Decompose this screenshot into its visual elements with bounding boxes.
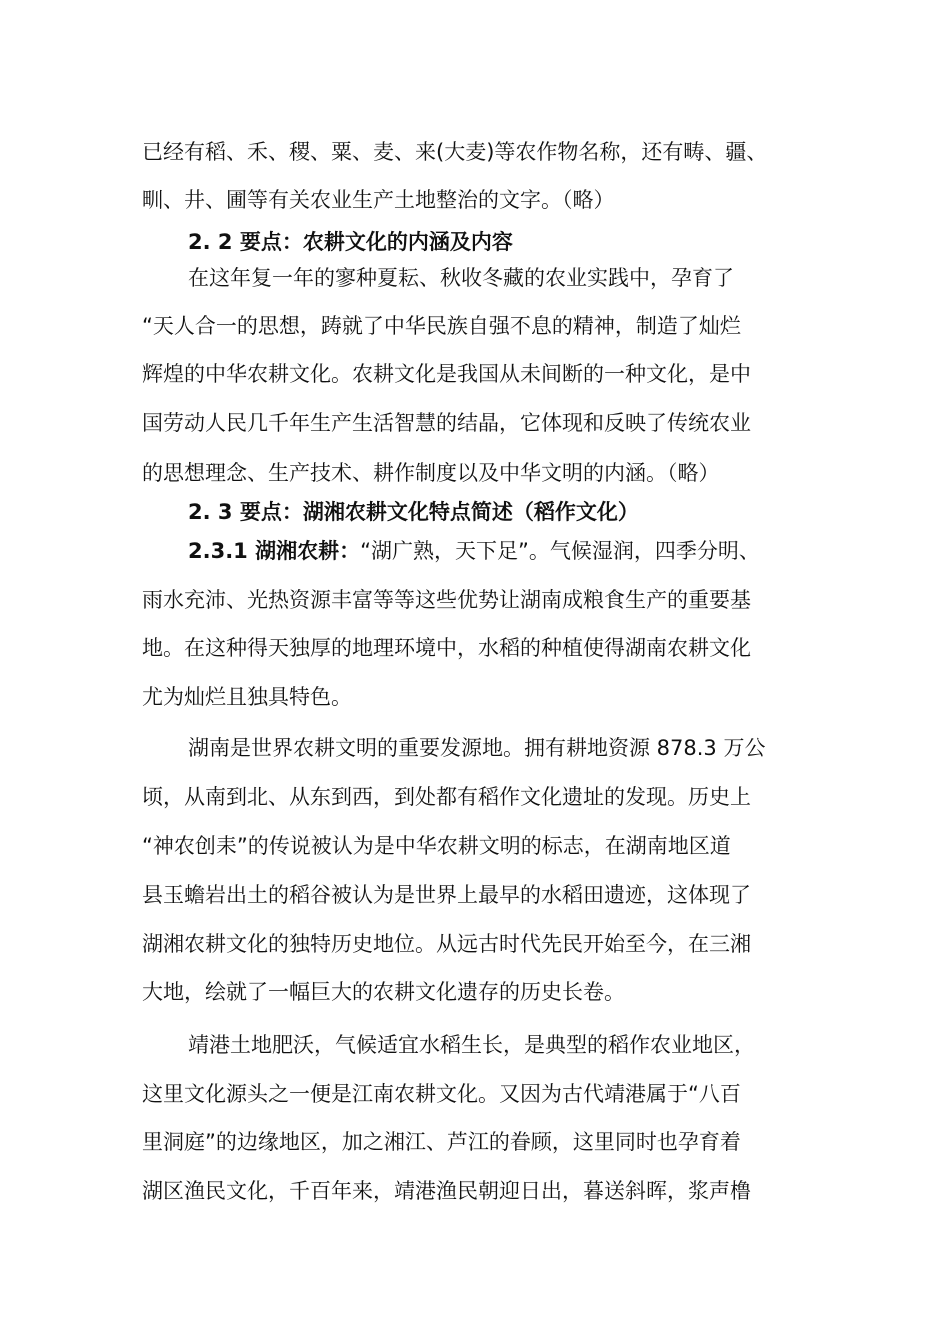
paragraph-line: 这里文化源头之一便是江南农耕文化。又因为古代靖港属于“八百 (142, 1082, 741, 1106)
subsection-line (188, 536, 760, 566)
paragraph-line: 在这年复一年的寥种夏耘、秋收冬藏的农业实践中，孕育了 (188, 266, 734, 290)
paragraph-line: 国劳动人民几千年生产生活智慧的结晶，它体现和反映了传统农业 (142, 411, 751, 435)
paragraph-line: 里洞庭”的边缘地区，加之湘江、芦江的眷顾，这里同时也孕育着 (142, 1130, 741, 1154)
paragraph-line: 湖湘农耕文化的独特历史地位。从远古时代先民开始至今，在三湘 (142, 932, 751, 956)
paragraph-line: 大地，绘就了一幅巨大的农耕文化遗存的历史长卷。 (142, 980, 625, 1004)
paragraph-line: 靖港土地肥沃，气候适宜水稻生长，是典型的稻作农业地区， (188, 1033, 755, 1057)
paragraph-line: 湖区渔民文化，千百年来，靖港渔民朝迎日出，暮送斜晖，浆声橹 (142, 1179, 751, 1203)
paragraph-line: “天人合一的思想，踌就了中华民族自强不息的精神，制造了灿烂 (142, 314, 741, 338)
paragraph-line: 甽、井、圃等有关农业生产土地整治的文字。（略） (142, 188, 615, 212)
paragraph-line: 湖南是世界农耕文明的重要发源地。拥有耕地资源 878.3 万公 (188, 736, 766, 760)
paragraph-line: 雨水充沛、光热资源丰富等等这些优势让湖南成粮食生产的重要基 (142, 588, 751, 612)
paragraph-line: 辉煌的中华农耕文化。农耕文化是我国从未间断的一种文化，是中 (142, 362, 751, 386)
paragraph-line: 的思想理念、生产技术、耕作制度以及中华文明的内涵。（略） (142, 461, 720, 485)
section-heading-2-3: 2. 3 要点：湖湘农耕文化特点简述（稻作文化） (188, 500, 639, 524)
paragraph-line: 已经有稻、禾、稷、粟、麦、来(大麦)等农作物名称，还有畴、疆、 (142, 140, 768, 164)
section-heading-2-2: 2. 2 要点：农耕文化的内涵及内容 (188, 230, 513, 254)
paragraph-line: 县玉蟾岩出土的稻谷被认为是世界上最早的水稻田遗迹，这体现了 (142, 883, 751, 907)
subsection-heading-2-3-1: 2.3.1 湖湘农耕： (188, 539, 361, 563)
subsection-text: “湖广熟，天下足”。气候湿润，四季分明、 (360, 539, 760, 563)
paragraph-line: 尤为灿烂且独具特色。 (142, 685, 352, 709)
paragraph-line: “神农创耒”的传说被认为是中华农耕文明的标志，在湖南地区道 (142, 834, 731, 858)
paragraph-line: 地。在这种得天独厚的地理环境中，水稻的种植使得湖南农耕文化 (142, 636, 751, 660)
paragraph-line: 顷，从南到北、从东到西，到处都有稻作文化遗址的发现。历史上 (142, 785, 751, 809)
